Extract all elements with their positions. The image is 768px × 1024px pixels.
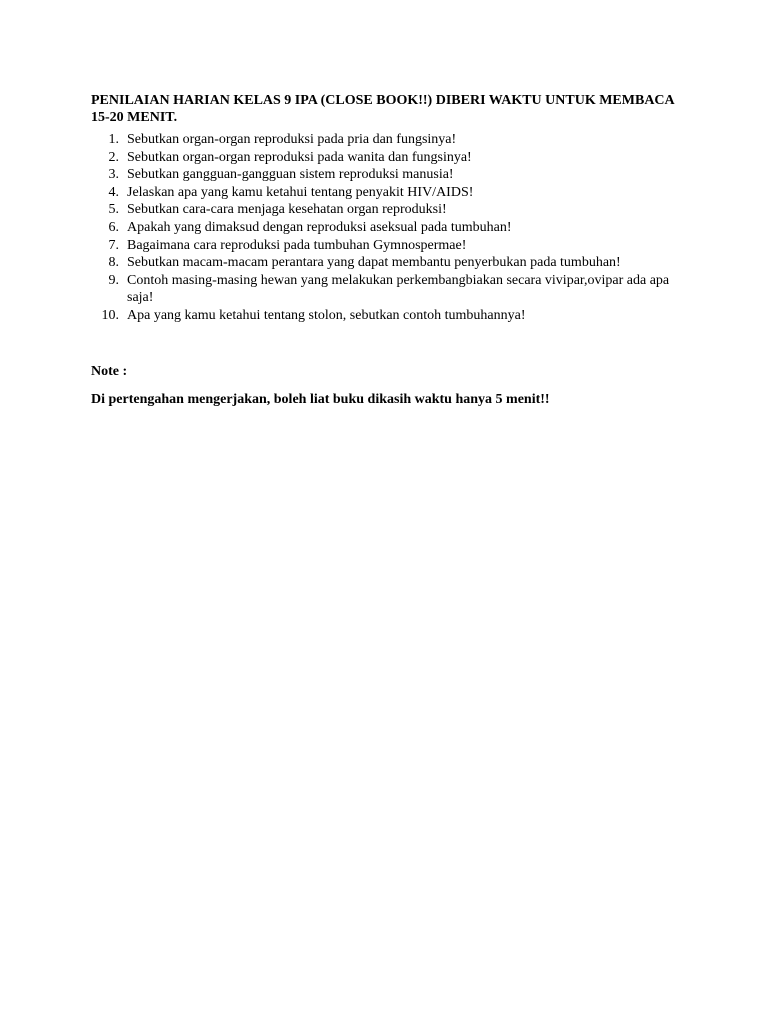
question-list <box>91 131 681 325</box>
list-item <box>91 237 681 255</box>
note-text: Di pertengahan mengerjakan, boleh liat buku dikasih waktu hanya 5 menit!! <box>91 391 550 407</box>
question-text: Sebutkan organ-organ reproduksi pada pria dan fungsinya! <box>127 132 457 147</box>
question-number: 9. <box>108 272 119 288</box>
list-item <box>91 254 681 272</box>
list-item <box>91 149 681 167</box>
list-item <box>91 272 681 307</box>
question-number: 8. <box>108 255 119 271</box>
question-text: Apa yang kamu ketahui tentang stolon, sebutkan contoh tumbuhannya! <box>127 307 526 323</box>
question-number: 4. <box>108 184 119 200</box>
question-text: Bagaimana cara reproduksi pada tumbuhan Gymnospermae! <box>127 237 467 253</box>
question-number: 5. <box>108 202 119 218</box>
list-item <box>91 131 681 149</box>
question-text: Apakah yang dimaksud dengan reproduksi aseksual pada tumbuhan! <box>127 219 512 235</box>
question-number: 6. <box>108 219 119 235</box>
question-text: Sebutkan organ-organ reproduksi pada wanita dan fungsinya! <box>127 149 472 165</box>
question-text: Sebutkan cara-cara menjaga kesehatan organ reproduksi! <box>127 202 447 218</box>
question-text: Sebutkan gangguan-gangguan sistem reproduksi manusia! <box>127 167 454 183</box>
list-item <box>91 307 681 325</box>
list-item <box>91 166 681 184</box>
question-number: 3. <box>108 167 119 183</box>
note-label: Note : <box>91 363 128 379</box>
question-text: Sebutkan macam-macam perantara yang dapat membantu penyerbukan pada tumbuhan! <box>127 255 621 271</box>
question-number: 10. <box>101 307 119 323</box>
question-number: 7. <box>108 237 119 253</box>
list-item <box>91 184 681 202</box>
document-content <box>91 92 681 408</box>
question-number: 1. <box>108 132 119 147</box>
question-text: Jelaskan apa yang kamu ketahui tentang penyakit HIV/AIDS! <box>127 184 474 200</box>
list-item <box>91 219 681 237</box>
question-number: 2. <box>108 149 119 165</box>
question-text: Contoh masing-masing hewan yang melakukan perkembangbiakan secara vivipar,ovipar ada apa saja! <box>127 272 670 306</box>
list-item <box>91 201 681 219</box>
document-title: PENILAIAN HARIAN KELAS 9 IPA (CLOSE BOOK!!) DIBERI WAKTU UNTUK MEMBACA 15-20 MENIT. <box>91 93 674 125</box>
